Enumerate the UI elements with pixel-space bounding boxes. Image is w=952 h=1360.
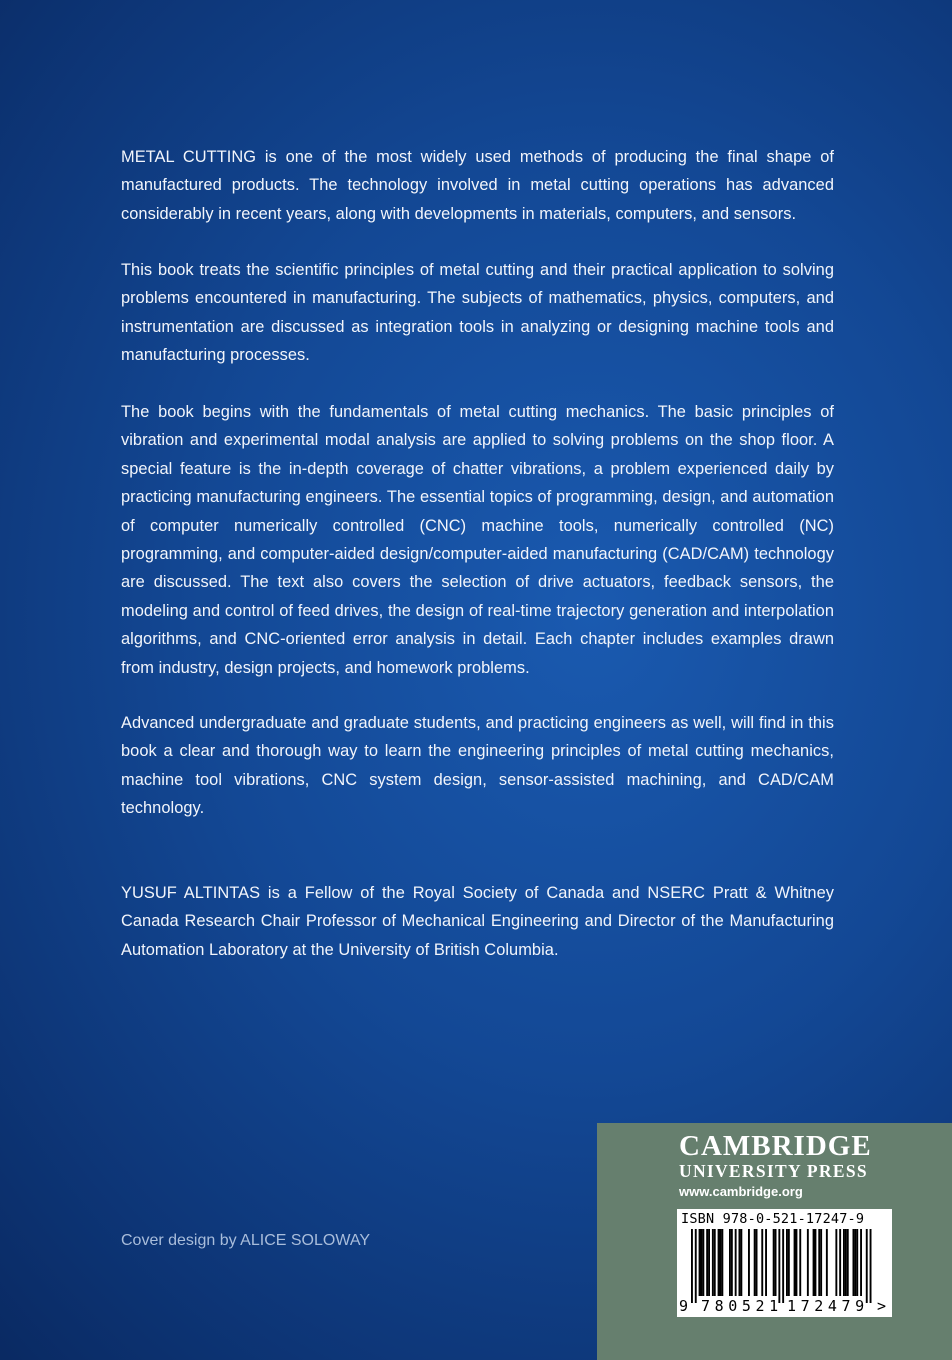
publisher-subtitle: UNIVERSITY PRESS	[679, 1161, 868, 1181]
barcode-bar	[807, 1229, 809, 1296]
barcode-bar	[820, 1229, 822, 1296]
barcode-bar	[748, 1229, 750, 1296]
barcode-bar	[788, 1229, 790, 1296]
barcode-bar	[818, 1229, 820, 1296]
barcode-bar	[866, 1229, 868, 1303]
barcode-bar	[735, 1229, 737, 1296]
publisher-url[interactable]: www.cambridge.org	[679, 1184, 803, 1199]
barcode-bar	[775, 1229, 777, 1296]
barcode-bar	[699, 1229, 701, 1296]
barcode-bar	[839, 1229, 841, 1296]
cover-design-credit: Cover design by ALICE SOLOWAY	[121, 1232, 370, 1249]
barcode-bar	[796, 1229, 798, 1296]
author-bio: YUSUF ALTINTAS is a Fellow of the Royal Society of Canada and NSERC Pratt & Whitney Canada Research Chair Professor of Mechanical Engineering and Director of the Manufacturing Automation Laboratory at the University of British Columbia.	[121, 884, 834, 959]
isbn-label: ISBN 978-0-521-17247-9	[681, 1211, 865, 1227]
barcode-bar	[815, 1229, 817, 1296]
barcode-bar	[702, 1229, 704, 1296]
barcode-bar	[714, 1229, 716, 1296]
barcode-bar	[860, 1229, 862, 1296]
barcode-bar	[853, 1229, 855, 1296]
barcode-bar	[778, 1229, 780, 1303]
barcode-bar	[720, 1229, 722, 1296]
barcode-bar	[813, 1229, 815, 1296]
barcode-panel	[677, 1209, 892, 1317]
barcode-bar	[731, 1229, 733, 1296]
barcode-digits	[677, 1297, 892, 1317]
barcode-bar	[794, 1229, 796, 1296]
barcode-bar	[756, 1229, 758, 1296]
barcode-bar	[799, 1229, 801, 1296]
barcode-bar	[786, 1229, 788, 1296]
publisher-name: CAMBRIDGE	[679, 1130, 872, 1162]
barcode-digit-lead: 9	[679, 1297, 689, 1315]
barcode-bar	[754, 1229, 756, 1296]
barcode-bar	[773, 1229, 775, 1296]
barcode-bar	[835, 1229, 837, 1296]
barcode-bar	[845, 1229, 847, 1296]
barcode-bar	[739, 1229, 741, 1296]
barcode-bar	[695, 1229, 697, 1303]
barcode-bar	[740, 1229, 742, 1296]
barcode-bar	[870, 1229, 872, 1303]
description-paragraph-2: This book treats the scientific principles of metal cutting and their practical application to solving problems encountered in manufacturing. The subjects of mathematics, physics, computers, and instrumentation are discussed as integration tools in analyzing or designing machine tools and manufacturing processes.	[121, 261, 834, 365]
barcode-bar	[826, 1229, 828, 1296]
description-paragraph-1: METAL CUTTING is one of the most widely used methods of producing the final shape of manufactured products. The technology involved in metal cutting operations has advanced considerably in recent years, along with developments in materials, computers, and sensors.	[121, 148, 834, 223]
description-paragraph-4: Advanced undergraduate and graduate students, and practicing engineers as well, will find in this book a clear and thorough way to learn the engineering principles of metal cutting mechanics, machine tool vibrations, CNC system design, sensor-assisted machining, and CAD/CAM technology.	[121, 714, 834, 818]
barcode-bar	[708, 1229, 710, 1296]
barcode-bar	[718, 1229, 720, 1296]
barcode-bar	[729, 1229, 731, 1296]
barcode-bar	[721, 1229, 723, 1296]
barcode-digit-group-2: 172479	[787, 1297, 869, 1315]
barcode-bar	[782, 1229, 784, 1303]
barcode-bar	[765, 1229, 767, 1296]
barcode-bar	[761, 1229, 763, 1296]
publisher-imprint-box	[597, 1123, 952, 1360]
barcode-bar	[856, 1229, 858, 1296]
barcode-digit-group-1: 780521	[701, 1297, 783, 1315]
barcode-bar	[712, 1229, 714, 1296]
barcode-bar	[706, 1229, 708, 1296]
barcode-bar	[691, 1229, 693, 1303]
barcode-bar	[847, 1229, 849, 1296]
description-paragraph-3: The book begins with the fundamentals of metal cutting mechanics. The basic principles of vibration and experimental modal analysis are applied to solving problems on the shop floor. A special feature is the in-depth coverage of chatter vibrations, a problem experienced daily by practicing manufacturing engineers. The essential topics of programming, design, and automation of computer numerically controlled (CNC) machine tools, numerically controlled (NC) programming, and computer-aided design/computer-aided manufacturing (CAD/CAM) technology are discussed. The text also covers the selection of drive actuators, feedback sensors, the modeling and control of feed drives, the design of real-time trajectory generation and interpolation algorithms, and CNC-oriented error analysis in detail. Each chapter includes examples drawn from industry, design projects, and homework problems.	[121, 403, 834, 677]
barcode-bar	[854, 1229, 856, 1296]
barcode-quiet-mark: >	[877, 1297, 887, 1315]
barcode-bar	[843, 1229, 845, 1296]
barcode-bar	[701, 1229, 703, 1296]
